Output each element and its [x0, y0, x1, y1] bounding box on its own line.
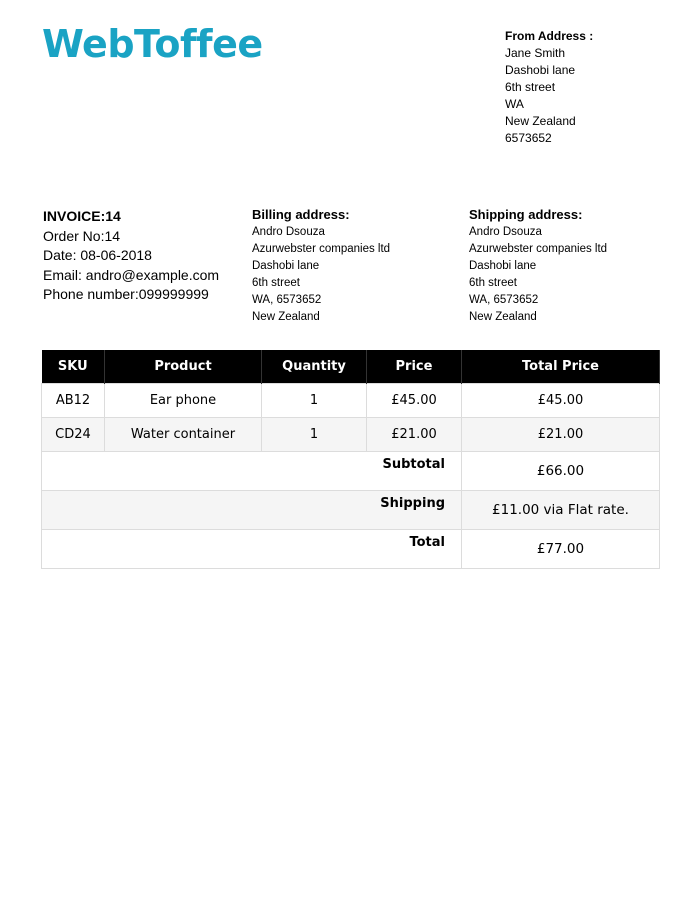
cell-total-price: £21.00 — [462, 418, 660, 452]
cell-price: £21.00 — [367, 418, 462, 452]
invoice-date: Date: 08-06-2018 — [43, 247, 152, 263]
cell-sku: CD24 — [42, 418, 105, 452]
table-row — [42, 418, 660, 452]
table-row — [42, 384, 660, 418]
total-label: Total — [42, 530, 462, 569]
total-value: £77.00 — [462, 530, 660, 569]
billing-address-heading: Billing address: — [252, 207, 350, 222]
shipping-address-heading: Shipping address: — [469, 207, 583, 222]
table-header-row — [42, 350, 660, 384]
billing-address-line: WA, 6573652 — [252, 294, 322, 306]
shipping-label: Shipping — [42, 491, 462, 530]
subtotal-row — [42, 452, 660, 491]
billing-address-line: New Zealand — [252, 311, 320, 323]
cell-quantity: 1 — [262, 418, 367, 452]
cell-product: Ear phone — [105, 384, 262, 418]
billing-address-line: 6th street — [252, 277, 300, 289]
shipping-value: £11.00 via Flat rate. — [462, 491, 660, 530]
cell-sku: AB12 — [42, 384, 105, 418]
brand-logo: WebToffee — [42, 22, 263, 66]
order-items-table — [41, 350, 660, 569]
header-quantity: Quantity — [262, 350, 367, 384]
from-address-line: WA — [505, 97, 524, 111]
invoice-title: INVOICE:14 — [43, 208, 121, 224]
shipping-address — [469, 206, 607, 326]
billing-address-line: Azurwebster companies ltd — [252, 243, 391, 255]
from-address-line: 6th street — [505, 80, 556, 94]
customer-email: Email: andro@example.com — [43, 266, 220, 283]
header-sku: SKU — [42, 350, 105, 384]
shipping-address-line: Azurwebster companies ltd — [469, 243, 608, 255]
invoice-details — [43, 207, 219, 305]
billing-address-line: Andro Dsouza — [252, 226, 325, 238]
from-address-line: 6573652 — [505, 131, 552, 145]
customer-phone: Phone number:099999999 — [43, 286, 209, 302]
shipping-address-line: Dashobi lane — [469, 260, 537, 272]
subtotal-label: Subtotal — [42, 452, 462, 491]
from-address-line: New Zealand — [505, 114, 576, 128]
shipping-address-line: New Zealand — [469, 311, 537, 323]
subtotal-value: £66.00 — [462, 452, 660, 491]
billing-address-line: Dashobi lane — [252, 260, 320, 272]
cell-quantity: 1 — [262, 384, 367, 418]
total-row — [42, 530, 660, 569]
billing-address — [252, 206, 390, 326]
cell-price: £45.00 — [367, 384, 462, 418]
from-address-line: Jane Smith — [505, 46, 566, 60]
shipping-address-line: 6th street — [469, 277, 517, 289]
header-product: Product — [105, 350, 262, 384]
from-address-heading: From Address : — [505, 29, 594, 43]
cell-product: Water container — [105, 418, 262, 452]
shipping-address-line: Andro Dsouza — [469, 226, 542, 238]
from-address — [505, 28, 593, 147]
order-number: Order No:14 — [43, 227, 121, 244]
from-address-line: Dashobi lane — [505, 63, 576, 77]
cell-total-price: £45.00 — [462, 384, 660, 418]
header-price: Price — [367, 350, 462, 384]
shipping-address-line: WA, 6573652 — [469, 294, 539, 306]
header-total-price: Total Price — [462, 350, 660, 384]
shipping-row — [42, 491, 660, 530]
